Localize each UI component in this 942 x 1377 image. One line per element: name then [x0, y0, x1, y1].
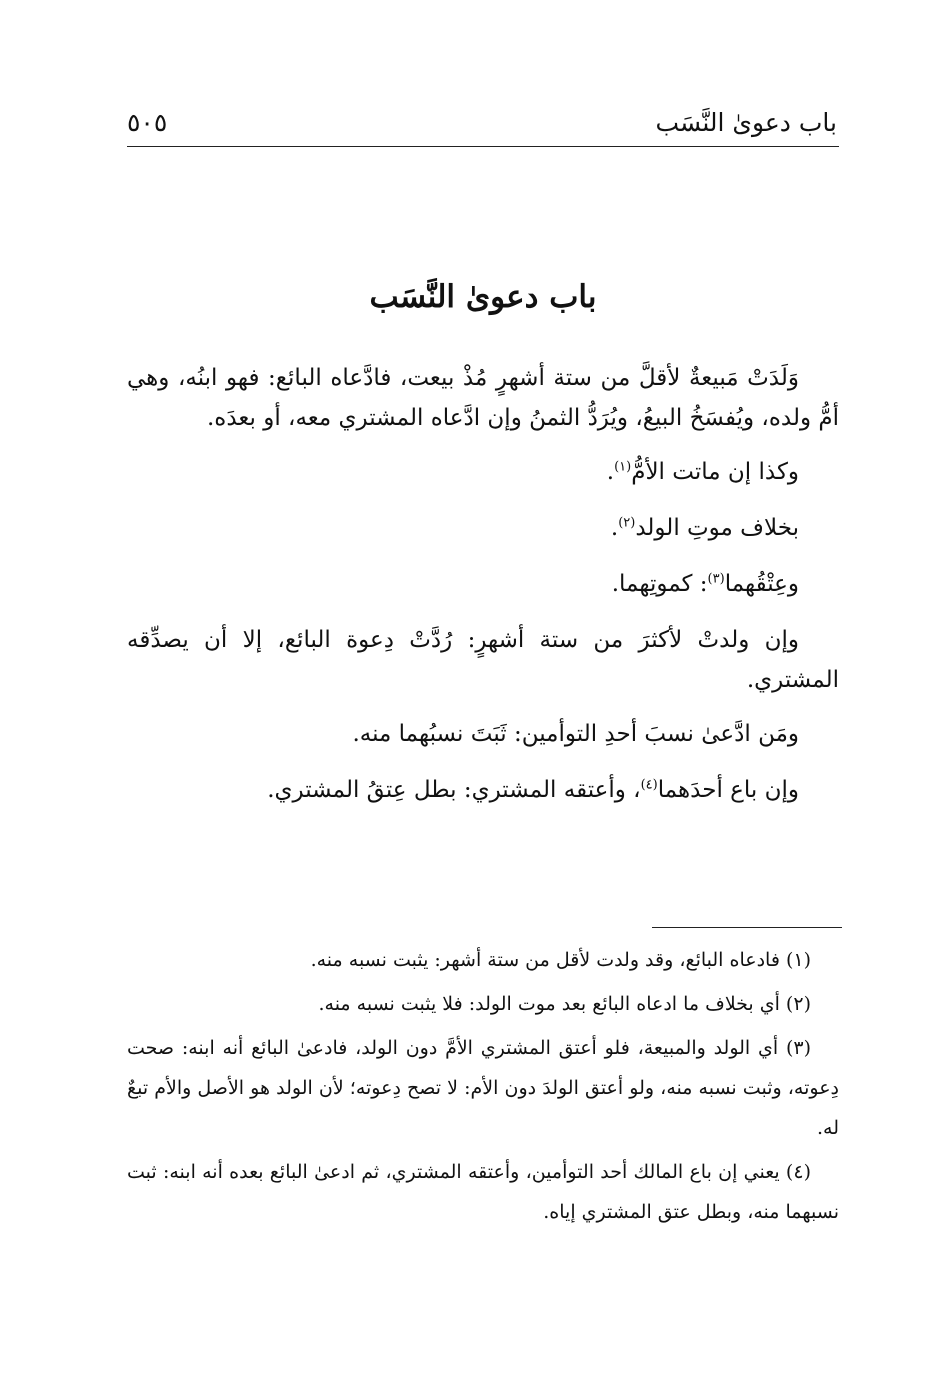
footnote: (١) فادعاه البائع، وقد ولدت لأقل من ستة أشهر: يثبت نسبه منه.: [310, 949, 811, 971]
paragraph: وإن باع أحدَهما$^{(٤)}$، وأعتقه المشتري: بطل عِتقُ المشتري.: [267, 777, 799, 803]
footnote-divider: [652, 927, 842, 928]
footnote: (٣) أي الولد والمبيعة، فلو أعتق المشتري الأمَّ دون الولد، فادعىٰ البائع أنه ابنه: صحت دِعوته، وثبت نسبه منه، ولو أعتق الولدَ دون الأم: لا تصح دِعوته؛ لأن الولد هو الأصل والأم تبعٌ له.: [127, 1037, 839, 1139]
footnote-ref[interactable]: (١): [614, 459, 632, 475]
main-text: [127, 358, 839, 826]
footnote-ref[interactable]: (٤): [640, 777, 658, 793]
chapter-title: باب دعوىٰ النَّسَب: [369, 279, 597, 315]
paragraph: ومَن ادَّعىٰ نسبَ أحدِ التوأمين: ثَبَتَ نسبُهما منه.: [352, 721, 799, 747]
page-number: ٥٠٥: [127, 108, 168, 137]
paragraph: وإن ولدتْ لأكثرَ من ستة أشهرٍ: رُدَّتْ دِعوة البائع، إلا أن يصدِّقه المشتري.: [127, 627, 839, 693]
paragraph: وكذا إن ماتت الأمُّ$^{(١)}$.: [606, 459, 799, 485]
footnote-ref[interactable]: (٣): [707, 571, 725, 587]
paragraph: بخلاف موتِ الولد$^{(٢)}$.: [610, 515, 799, 541]
running-header: [127, 106, 839, 147]
footnote: (٤) يعني إن باع المالك أحد التوأمين، وأعتقه المشتري، ثم ادعىٰ البائع بعده أنه ابنه: ثبت نسبهما منه، وبطل عتق المشتري إياه.: [127, 1161, 839, 1223]
footnotes: [127, 940, 839, 1236]
paragraph: وَلَدَتْ مَبيعةٌ لأقلَّ من ستة أشهرٍ مُذْ بيعت، فادَّعاه البائع: فهو ابنُه، وهي أمُّ ولده، ويُفسَخُ البيعُ، ويُرَدُّ الثمنُ وإن ادَّعاه المشتري معه، أو بعدَه.: [127, 365, 839, 431]
footnote-ref[interactable]: (٢): [618, 515, 636, 531]
paragraph: وعِتْقُهما$^{(٣)}$: كموتِهما.: [611, 571, 799, 597]
footnote: (٢) أي بخلاف ما ادعاه البائع بعد موت الولد: فلا يثبت نسبه منه.: [318, 993, 811, 1015]
running-header-title: باب دعوىٰ النَّسَب: [655, 108, 837, 137]
